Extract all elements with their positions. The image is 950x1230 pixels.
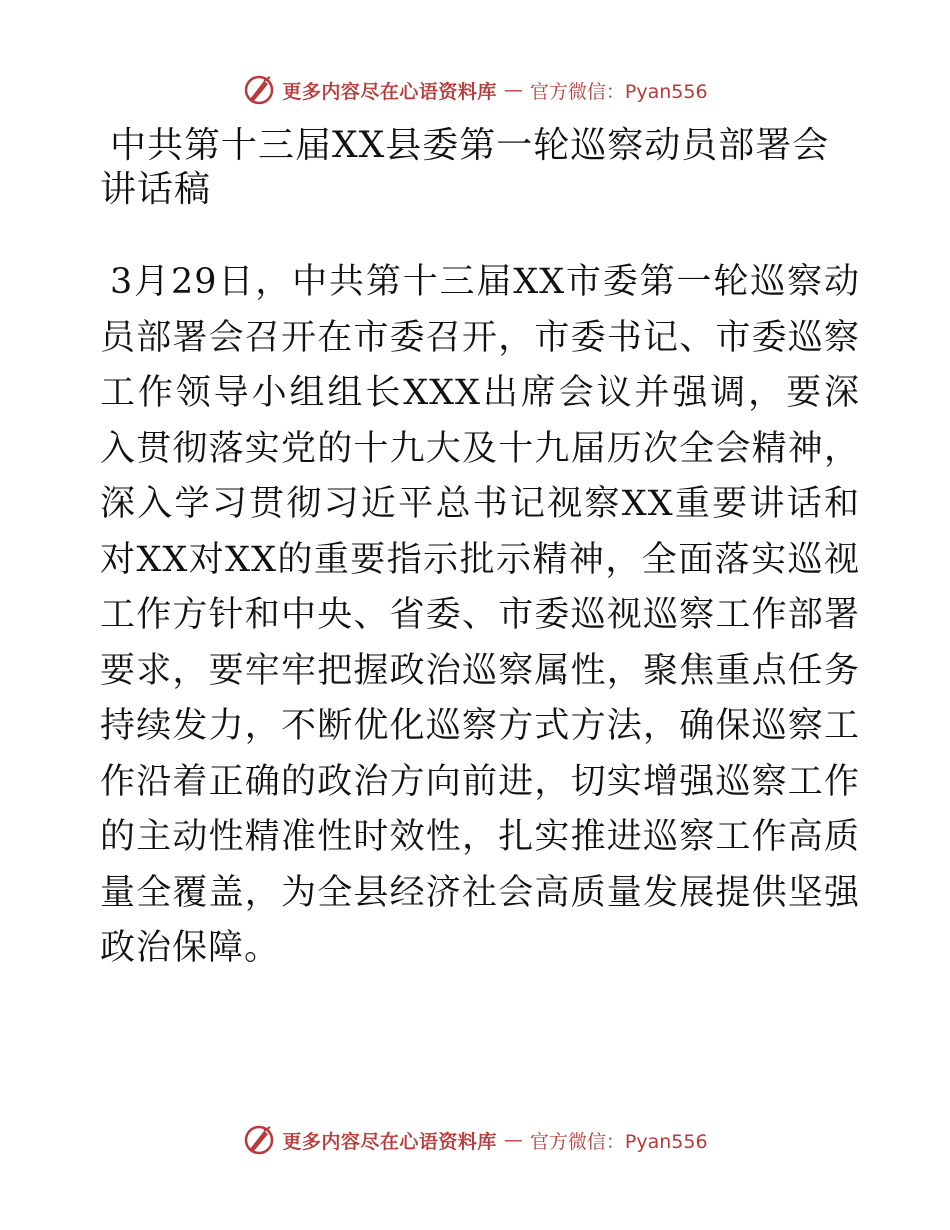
document-body: 3月29日，中共第十三届XX市委第一轮巡察动员部署会召开在市委召开，市委书记、市委巡察工作领导小组组长XXX出席会议并强调，要深入贯彻落实党的十九大及十九届历次全会精神，深入学习贯彻习近平总书记视察XX重要讲话和对XX对XX的重要指示批示精神，全面落实巡视工作方针和中央、省委、市委巡视巡察工作部署要求，要牢牢把握政治巡察属性，聚焦重点任务持续发力，不断优化巡察方式方法，确保巡察工作沿着正确的政治方向前进，切实增强巡察工作的主动性精准性时效性，扎实推进巡察工作高质量全覆盖，为全县经济社会高质量发展提供坚强政治保障。: [100, 262, 860, 968]
watermark-separator: —: [503, 1129, 523, 1151]
quill-seal-icon: [242, 1123, 276, 1157]
watermark-account: 官方微信：Pyan556: [529, 1130, 708, 1153]
footer-watermark: [0, 1120, 950, 1160]
watermark-separator: —: [503, 79, 523, 101]
header-watermark: [0, 70, 950, 110]
watermark-brand: 更多内容尽在心语资料库: [282, 80, 497, 103]
document-title: 中共第十三届XX县委第一轮巡察动员部署会讲话稿: [100, 125, 830, 210]
watermark-brand: 更多内容尽在心语资料库: [282, 1130, 497, 1153]
watermark-account: 官方微信：Pyan556: [529, 80, 708, 103]
quill-seal-icon: [242, 73, 276, 107]
